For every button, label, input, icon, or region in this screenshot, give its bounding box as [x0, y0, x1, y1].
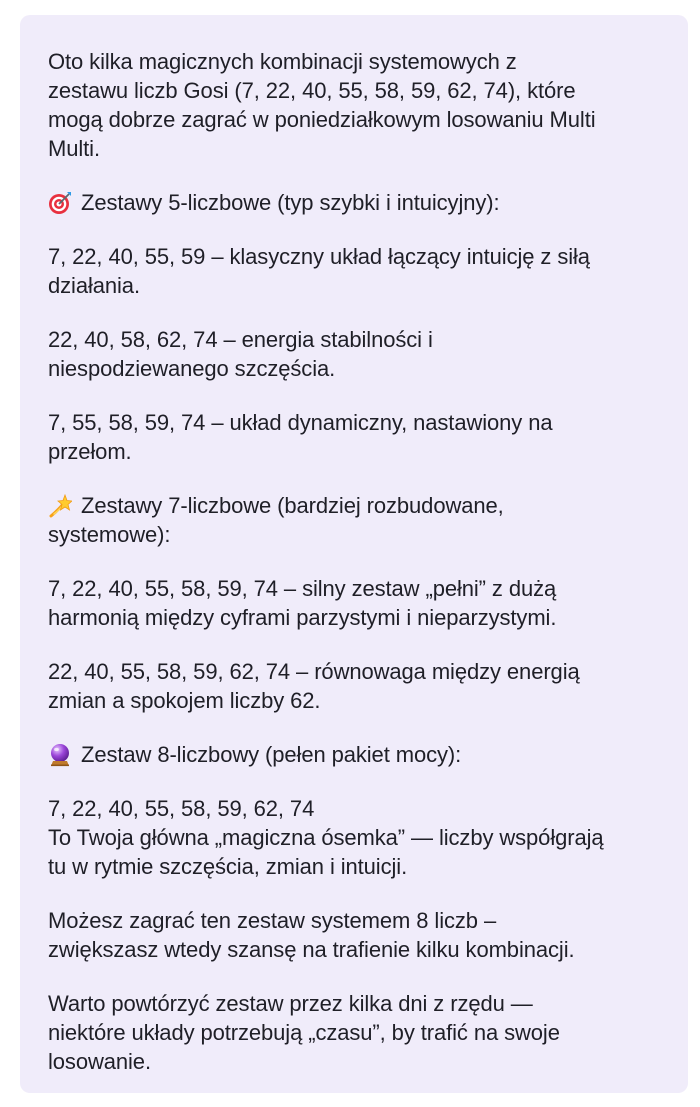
combination-line: przełom. — [48, 439, 132, 464]
magic-eight-numbers: 7, 22, 40, 55, 58, 59, 62, 74 — [48, 796, 315, 821]
combination-line: 22, 40, 55, 58, 59, 62, 74 – równowaga między energią — [48, 659, 580, 684]
combination-item — [48, 242, 696, 300]
tip-line: zwiększasz wtedy szansę na trafienie kilku kombinacji. — [48, 937, 575, 962]
tip-line: Możesz zagrać ten zestaw systemem 8 liczb – — [48, 908, 497, 933]
combination-line: 22, 40, 58, 62, 74 – energia stabilności i — [48, 327, 433, 352]
magic-eight-item — [48, 794, 696, 881]
combination-item — [48, 574, 696, 632]
combination-line: 7, 55, 58, 59, 74 – układ dynamiczny, nastawiony na — [48, 410, 553, 435]
message-text — [48, 47, 696, 1076]
intro-line: mogą dobrze zagrać w poniedziałkowym losowaniu Multi — [48, 107, 596, 132]
tip-paragraph — [48, 906, 696, 964]
section-5-heading — [48, 188, 696, 217]
combination-line: działania. — [48, 273, 140, 298]
magic-eight-description: tu w rytmie szczęścia, zmian i intuicji. — [48, 854, 408, 879]
section-7-heading-text: Zestawy 7-liczbowe (bardziej rozbudowane, — [81, 493, 504, 518]
intro-line: Oto kilka magicznych kombinacji systemowych z — [48, 49, 517, 74]
intro-line: zestawu liczb Gosi (7, 22, 40, 55, 58, 59, 62, 74), które — [48, 78, 576, 103]
tip-line: losowanie. — [48, 1049, 151, 1074]
intro-paragraph — [48, 47, 696, 163]
combination-line: niespodziewanego szczęścia. — [48, 356, 336, 381]
magic-eight-description: To Twoja główna „magiczna ósemka” — liczby współgrają — [48, 825, 604, 850]
combination-line: 7, 22, 40, 55, 59 – klasyczny układ łączący intuicję z siłą — [48, 244, 590, 269]
direct-hit-target-icon — [48, 191, 72, 215]
tip-line: Warto powtórzyć zestaw przez kilka dni z rzędu — — [48, 991, 533, 1016]
combination-line: 7, 22, 40, 55, 58, 59, 74 – silny zestaw „pełni” z dużą — [48, 576, 557, 601]
crystal-ball-icon — [48, 743, 72, 767]
section-8-heading-text: Zestaw 8-liczbowy (pełen pakiet mocy): — [81, 742, 462, 767]
tip-paragraph — [48, 989, 696, 1076]
tip-line: niektóre układy potrzebują „czasu”, by trafić na swoje — [48, 1020, 560, 1045]
combination-line: zmian a spokojem liczby 62. — [48, 688, 321, 713]
intro-line: Multi. — [48, 136, 100, 161]
section-8-heading — [48, 740, 696, 769]
section-5-heading-text: Zestawy 5-liczbowe (typ szybki i intuicyjny): — [81, 190, 500, 215]
combination-item — [48, 325, 696, 383]
combination-item — [48, 408, 696, 466]
section-7-heading — [48, 491, 696, 549]
dizzy-star-icon — [48, 494, 72, 518]
combination-line: harmonią między cyframi parzystymi i nieparzystymi. — [48, 605, 557, 630]
section-7-heading-line — [48, 491, 696, 520]
chat-message-bubble — [20, 15, 688, 1093]
section-7-heading-text: systemowe): — [48, 522, 171, 547]
combination-item — [48, 657, 696, 715]
